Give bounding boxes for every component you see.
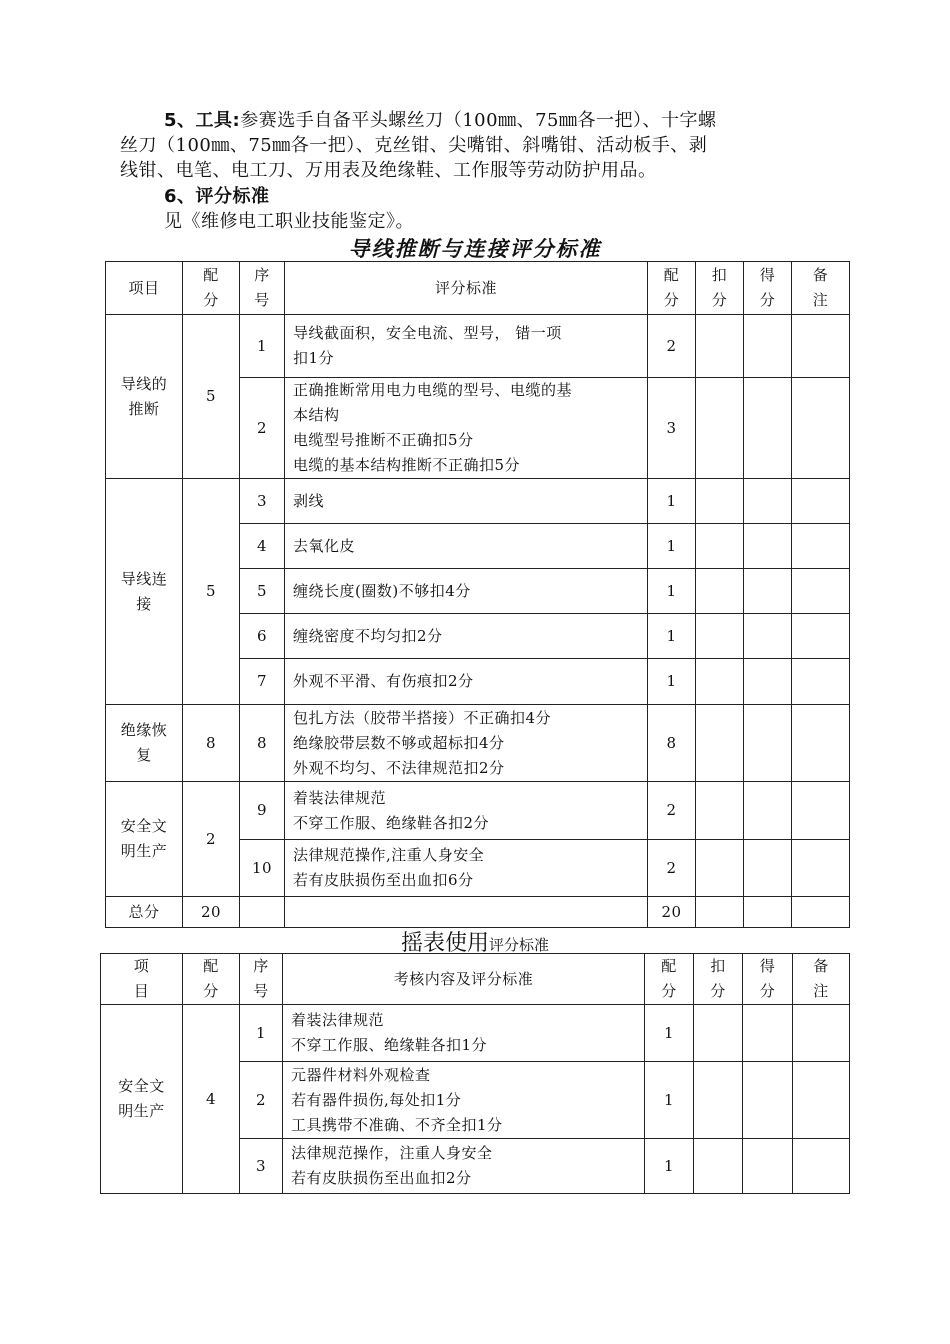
table1-header-row [106,262,850,315]
header-deduct: 扣 分 [696,262,744,315]
table-row [106,479,850,524]
header-points: 配 分 [183,954,240,1005]
row-seq: 7 [240,659,285,705]
total-deduct [696,897,744,928]
header-standard: 评分标准 [285,262,648,315]
row-seq: 2 [240,378,285,479]
row-score: 1 [648,659,696,705]
row-got [744,315,792,378]
row-seq: 8 [240,705,285,782]
row-got [744,659,792,705]
total-standard [285,897,648,928]
total-score: 20 [648,897,696,928]
tools-line-2: 丝刀（100㎜、75㎜各一把）、克丝钳、尖嘴钳、斜嘴钳、活动板手、剥 [120,135,708,156]
row-standard: 导线截面积，安全电流、型号， 错一项 扣1分 [285,315,648,378]
group-name: 安全文 明生产 [101,1005,183,1194]
row-score: 2 [648,315,696,378]
header-points: 配 分 [183,262,240,315]
row-seq: 1 [240,1005,283,1062]
row-score: 2 [648,840,696,897]
total-got [744,897,792,928]
row-seq: 4 [240,524,285,569]
row-standard: 外观不平滑、有伤痕扣2分 [285,659,648,705]
table1-title: 导线推断与连接评分标准 [348,236,602,261]
row-deduct [696,524,744,569]
row-standard: 法律规范操作,注重人身安全 若有皮肤损伤至出血扣6分 [285,840,648,897]
row-note [792,569,850,614]
header-item: 项目 [106,262,183,315]
row-score: 2 [648,782,696,840]
header-got: 得 分 [744,262,792,315]
header-note: 备 注 [793,954,850,1005]
row-note [792,659,850,705]
row-deduct [696,569,744,614]
group-points: 8 [183,705,240,782]
row-got [743,1139,793,1194]
row-score: 3 [648,378,696,479]
group-points: 5 [183,479,240,705]
total-label: 总分 [106,897,183,928]
row-note [792,782,850,840]
row-got [744,479,792,524]
row-note [792,614,850,659]
row-note [792,315,850,378]
row-standard: 法律规范操作，注重人身安全 若有皮肤损伤至出血扣2分 [283,1139,645,1194]
total-note [792,897,850,928]
group-name: 导线连 接 [106,479,183,705]
row-standard: 着装法律规范 不穿工作服、绝缘鞋各扣1分 [283,1005,645,1062]
row-deduct [696,782,744,840]
table-row [101,1005,850,1062]
row-deduct [696,315,744,378]
row-deduct [696,840,744,897]
tools-line-3: 线钳、电笔、电工刀、万用表及绝缘鞋、工作服等劳动防护用品。 [120,160,657,181]
row-score: 8 [648,705,696,782]
row-note [792,524,850,569]
group-points: 5 [183,315,240,479]
row-seq: 9 [240,782,285,840]
row-score: 1 [645,1005,694,1062]
header-seq: 序 号 [240,954,283,1005]
row-deduct [694,1062,743,1139]
row-note [793,1005,850,1062]
total-seq [240,897,285,928]
row-seq: 6 [240,614,285,659]
row-got [744,569,792,614]
row-note [792,378,850,479]
row-seq: 3 [240,1139,283,1194]
row-deduct [694,1005,743,1062]
table-row [106,315,850,378]
row-got [744,614,792,659]
tools-line-1: 5、工具:参赛选手自备平头螺丝刀（100㎜、75㎜各一把）、十字螺 [164,110,717,131]
row-note [792,840,850,897]
wire-scoring-table [105,261,850,928]
row-got [743,1005,793,1062]
row-seq: 2 [240,1062,283,1139]
header-got: 得 分 [743,954,793,1005]
row-note [793,1139,850,1194]
row-got [744,378,792,479]
group-name: 安全文 明生产 [106,782,183,897]
row-standard: 缠绕密度不均匀扣2分 [285,614,648,659]
row-standard: 元器件材料外观检查 若有器件损伤,每处扣1分 工具携带不准确、不齐全扣1分 [283,1062,645,1139]
row-got [744,840,792,897]
row-score: 1 [648,524,696,569]
header-standard: 考核内容及评分标准 [283,954,645,1005]
row-deduct [696,378,744,479]
row-score: 1 [648,569,696,614]
row-note [793,1062,850,1139]
row-standard: 包扎方法（胶带半搭接）不正确扣4分 绝缘胶带层数不够或超标扣4分 外观不均匀、不法律规范扣2分 [285,705,648,782]
row-seq: 1 [240,315,285,378]
header-score: 配 分 [645,954,694,1005]
row-seq: 10 [240,840,285,897]
row-score: 1 [648,614,696,659]
table2-header-row [101,954,850,1005]
row-got [744,524,792,569]
row-standard: 着装法律规范 不穿工作服、绝缘鞋各扣2分 [285,782,648,840]
table2-title: 摇表使用评分标准 [400,931,550,956]
row-seq: 5 [240,569,285,614]
header-seq: 序 号 [240,262,285,315]
total-row [106,897,850,928]
megger-scoring-table [100,953,850,1194]
row-score: 1 [645,1062,694,1139]
row-got [744,705,792,782]
row-got [744,782,792,840]
table-row [106,782,850,840]
row-score: 1 [645,1139,694,1194]
row-deduct [696,614,744,659]
row-deduct [696,659,744,705]
row-note [792,479,850,524]
tools-paragraph [120,108,835,183]
row-note [792,705,850,782]
total-points: 20 [183,897,240,928]
row-score: 1 [648,479,696,524]
tools-heading: 5、工具: [164,110,241,131]
row-deduct [696,479,744,524]
row-seq: 3 [240,479,285,524]
group-name: 导线的 推断 [106,315,183,479]
table-row [106,705,850,782]
group-name: 绝缘恢 复 [106,705,183,782]
row-got [743,1062,793,1139]
row-standard: 剥线 [285,479,648,524]
header-note: 备 注 [792,262,850,315]
scoring-text: 见《维修电工职业技能鉴定》。 [164,211,414,232]
row-standard: 去氧化皮 [285,524,648,569]
row-deduct [696,705,744,782]
header-deduct: 扣 分 [694,954,743,1005]
header-score: 配 分 [648,262,696,315]
row-standard: 缠绕长度(圈数)不够扣4分 [285,569,648,614]
group-points: 4 [183,1005,240,1194]
group-points: 2 [183,782,240,897]
header-item: 项 目 [101,954,183,1005]
row-deduct [694,1139,743,1194]
row-standard: 正确推断常用电力电缆的型号、电缆的基 本结构 电缆型号推断不正确扣5分 电缆的基本结构推断不正确扣5分 [285,378,648,479]
scoring-heading: 6、评分标准 [164,186,270,207]
